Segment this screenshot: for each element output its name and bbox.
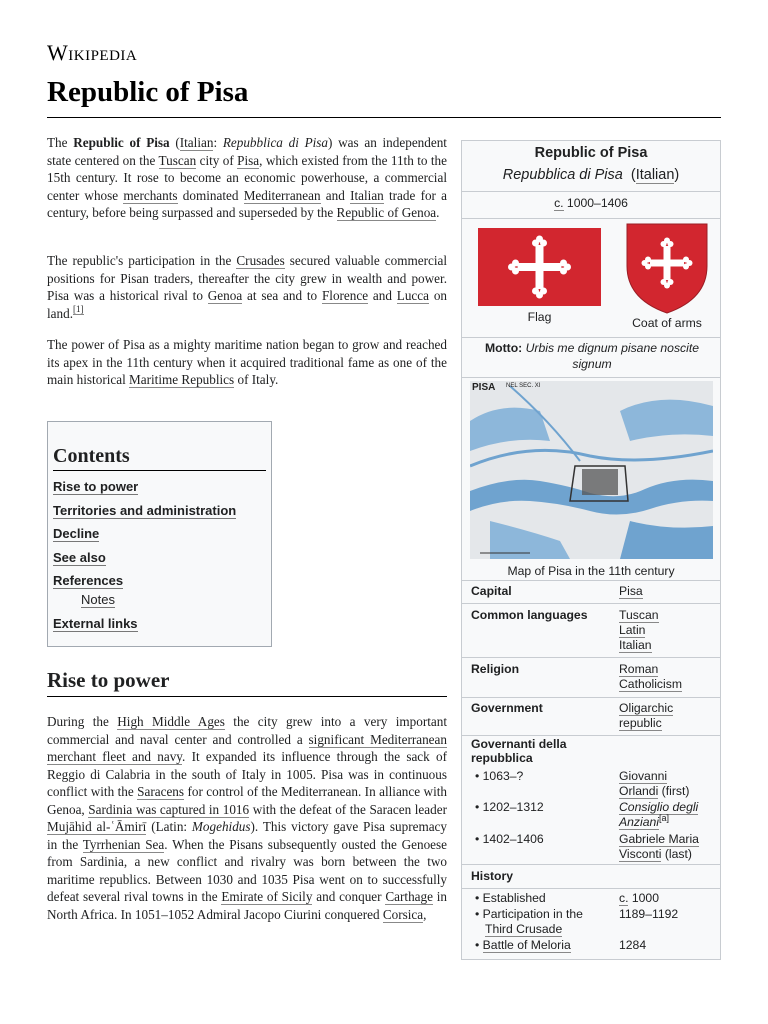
link-catholicism[interactable]: Catholicism (619, 677, 682, 691)
map-image[interactable] (470, 381, 713, 559)
text: city of (196, 152, 238, 168)
history-event-1: • Established (475, 891, 546, 905)
divider (462, 218, 720, 219)
divider (462, 888, 720, 889)
link-battle-of-meloria[interactable]: Battle of Meloria (482, 938, 571, 952)
history-date-2: 1189–1192 (619, 907, 679, 921)
name-part: Giovanni (619, 769, 668, 783)
text: ( (169, 135, 180, 150)
text: ). This victory gave Pisa supremacy in the (47, 819, 447, 852)
text: of Italy. (234, 372, 279, 387)
governanti-name-3 (619, 832, 699, 862)
native-name-text: Repubblica di Pisa (502, 167, 623, 183)
toc-label: See also (53, 549, 106, 565)
section-divider (47, 696, 447, 697)
divider (462, 735, 720, 736)
name-suffix: (first) (658, 784, 690, 798)
infobox (461, 140, 721, 960)
flag-caption: Flag (527, 310, 552, 324)
infobox-dates (462, 196, 720, 210)
text: dominated (177, 187, 244, 203)
latin-name: Mogehidus (191, 819, 251, 834)
link-mujahid[interactable]: Mujāhid al-ʿĀmirī (47, 819, 147, 834)
divider (462, 337, 720, 338)
link-republic-of-genoa[interactable]: Republic of Genoa (336, 205, 437, 220)
text: . When the Pisans subsequently ousted the Genoese from Sardinia, a new conflict and rivalry was born between the two maritime republics. Between 1030 and 1035 Pisa went on to successfully defeat several rival towns in the (47, 836, 448, 904)
toc-label: Notes (81, 592, 115, 607)
name-part: Visconti (619, 847, 662, 861)
link-merchant-fleet[interactable]: significant Mediterranean merchant fleet and navy (47, 731, 447, 764)
lead-paragraph-3 (47, 336, 447, 389)
link-crusades[interactable]: Crusades (236, 253, 285, 268)
lead-paragraph-2 (47, 252, 447, 322)
link-emirate-of-sicily[interactable]: Emirate of Sicily (221, 889, 313, 904)
native-name: Repubblica di Pisa (222, 135, 329, 150)
map-title: PISA (472, 382, 496, 393)
toc-item-rise-to-power[interactable] (53, 477, 266, 501)
toc-title: Contents (53, 445, 266, 471)
motto (476, 341, 708, 372)
divider (462, 657, 720, 658)
dates-text: 1000–1406 (563, 196, 628, 210)
link-latin-language[interactable]: Latin (619, 623, 646, 637)
toc-item-decline[interactable] (53, 524, 266, 548)
toc-label: Decline (53, 526, 100, 541)
capital-value (619, 584, 643, 598)
text: and conquer (312, 889, 386, 904)
text: and (368, 288, 397, 303)
text: at sea and to (242, 288, 322, 303)
divider (462, 191, 720, 192)
text: , (423, 906, 427, 922)
link-oligarchic[interactable]: Oligarchic (619, 701, 674, 715)
text: . (436, 205, 440, 220)
link-genoa[interactable]: Genoa (207, 288, 243, 303)
link-italian-lang[interactable]: Italian (619, 638, 652, 652)
date-text: 1000 (628, 891, 659, 905)
reference-1[interactable]: [1] (73, 304, 84, 315)
wordmark-text: Wikipedia (47, 40, 138, 65)
link-carthage[interactable]: Carthage (385, 889, 433, 904)
history-date-3: 1284 (619, 938, 647, 952)
religion-value (619, 662, 682, 692)
toc-label: External links (53, 615, 138, 631)
history-date-1 (619, 891, 659, 905)
text: The power of Pisa as a mighty maritime nation began to grow and reached its apex in the 11th century when it acquired traditional fame as one of the main historical (47, 337, 447, 387)
divider (462, 697, 720, 698)
text: secured valuable commercial positions for Pisan traders, thereafter the city grew in wealth and power. Pisa was a historical rival to (47, 253, 447, 303)
section-heading-rise-to-power: Rise to power (47, 668, 170, 692)
toc-item-notes[interactable] (53, 590, 266, 614)
text: The republic's participation in the (47, 253, 237, 268)
map-subtitle: NEL SEC. XI (506, 383, 541, 389)
text: During the (47, 714, 118, 729)
text: trade for a century, before being surpassed and superseded by the (47, 187, 448, 220)
link-pisa[interactable]: Pisa (237, 152, 260, 168)
link-italian[interactable]: Italian (179, 135, 214, 150)
governanti-label: Governanti della repubblica (471, 737, 567, 765)
note-a[interactable]: [a] (658, 812, 669, 823)
history-event-3 (475, 938, 571, 952)
governanti-name-1 (619, 769, 689, 799)
text: , which existed from the 11th to the 15th century. It rose to become an economic powerhouse, a commercial center whose (47, 152, 447, 203)
link-third-crusade[interactable]: Third Crusade (485, 922, 563, 936)
link-sardinia[interactable]: Sardinia was captured in 1016 (88, 801, 250, 817)
toc-item-external-links[interactable] (53, 614, 266, 638)
toc-item-see-also[interactable] (53, 548, 266, 572)
flag-image[interactable] (478, 228, 601, 306)
coat-of-arms-caption: Coat of arms (632, 316, 702, 330)
text: ) was an independent state centered on the (47, 135, 447, 168)
link-circa[interactable]: c. (554, 196, 564, 210)
link-tyrrhenian-sea[interactable]: Tyrrhenian Sea (82, 836, 165, 852)
motto-label: Motto: (484, 341, 523, 355)
link-mediterranean[interactable]: Mediterranean (243, 187, 321, 203)
languages-label: Common languages (471, 608, 588, 622)
lead-paragraph-1 (47, 134, 447, 222)
history-label: History (471, 869, 513, 883)
link-tuscan[interactable]: Tuscan (158, 152, 197, 168)
text: the city grew into a very important commercial and naval center and controlled a (47, 714, 447, 747)
divider (462, 603, 720, 604)
text: The (47, 135, 74, 150)
link-high-middle-ages[interactable]: High Middle Ages (117, 714, 225, 729)
text: (Latin: (146, 819, 192, 834)
pisan-cross-icon (478, 228, 601, 306)
motto-text: Urbis me dignum pisane noscite signum (525, 341, 700, 371)
governanti-name-2 (619, 800, 698, 830)
page-title: Republic of Pisa (47, 76, 249, 108)
toc-label: References (53, 573, 124, 588)
link-republic[interactable]: republic (619, 716, 662, 730)
text: for control of the Mediterranean. In alliance with Genoa, (47, 784, 447, 817)
name-suffix: (last) (661, 847, 692, 861)
link-circa-2[interactable]: c. (619, 891, 629, 905)
name-part: Gabriele Maria (619, 832, 699, 846)
text: with the defeat of the Saracen leader (249, 801, 447, 817)
link-tuscan-language[interactable]: Tuscan (619, 608, 659, 622)
coat-of-arms-image[interactable] (622, 221, 712, 315)
map-of-pisa (470, 381, 713, 559)
toc-label: Territories and administration (53, 502, 237, 518)
name-part: Orlandi (619, 784, 659, 798)
toc-label: Rise to power (53, 479, 139, 494)
divider (462, 377, 720, 378)
name-part: Anziani (619, 815, 659, 829)
governanti-period-1: • 1063–? (475, 769, 524, 783)
section-paragraph (47, 713, 447, 923)
map-caption: Map of Pisa in the 11th century (507, 564, 675, 578)
title-divider (47, 117, 721, 118)
capital-label: Capital (471, 584, 512, 598)
text: in North Africa. In 1051–1052 Admiral Jacopo Ciurini conquered (47, 889, 448, 922)
link-roman[interactable]: Roman (619, 662, 659, 676)
link-italian-language[interactable]: Italian (635, 167, 675, 183)
text: on land. (47, 288, 448, 321)
text: and (320, 187, 351, 203)
event-text: • (475, 938, 483, 952)
government-label: Government (471, 701, 543, 715)
government-value (619, 701, 673, 731)
divider (462, 864, 720, 865)
link-maritime-republics[interactable]: Maritime Republics (129, 372, 235, 387)
text: . It expanded its influence through the sack of Reggio di Calabria in the south of Italy in 1005. Pisa was in continuous conflict with the (47, 749, 447, 799)
religion-label: Religion (471, 662, 520, 676)
toc-item-references[interactable] (53, 571, 266, 590)
link-corsica[interactable]: Corsica (382, 906, 424, 922)
divider (462, 580, 720, 581)
governanti-period-3: • 1402–1406 (475, 832, 544, 846)
table-of-contents (47, 421, 272, 647)
infobox-title: Republic of Pisa (534, 145, 648, 161)
link-italian-2[interactable]: Italian (350, 187, 384, 203)
name-part: Consiglio degli (619, 800, 699, 814)
infobox-native-name: Repubblica di Pisa (Italian) (502, 167, 680, 183)
toc-item-territories[interactable] (53, 501, 266, 525)
text: : (213, 135, 223, 150)
link-merchants[interactable]: merchants (123, 187, 178, 203)
bold-term: Republic of Pisa (73, 135, 170, 150)
history-event-2 (475, 907, 615, 937)
shield-icon (622, 221, 712, 315)
governanti-period-2: • 1202–1312 (475, 800, 544, 814)
link-florence[interactable]: Florence (321, 288, 369, 303)
event-text: • Participation in the (475, 907, 583, 921)
link-capital-pisa[interactable]: Pisa (619, 584, 643, 598)
languages-list (619, 608, 659, 653)
link-lucca[interactable]: Lucca (396, 288, 429, 303)
link-saracens[interactable]: Saracens (137, 784, 185, 799)
wikipedia-wordmark[interactable] (47, 40, 137, 66)
